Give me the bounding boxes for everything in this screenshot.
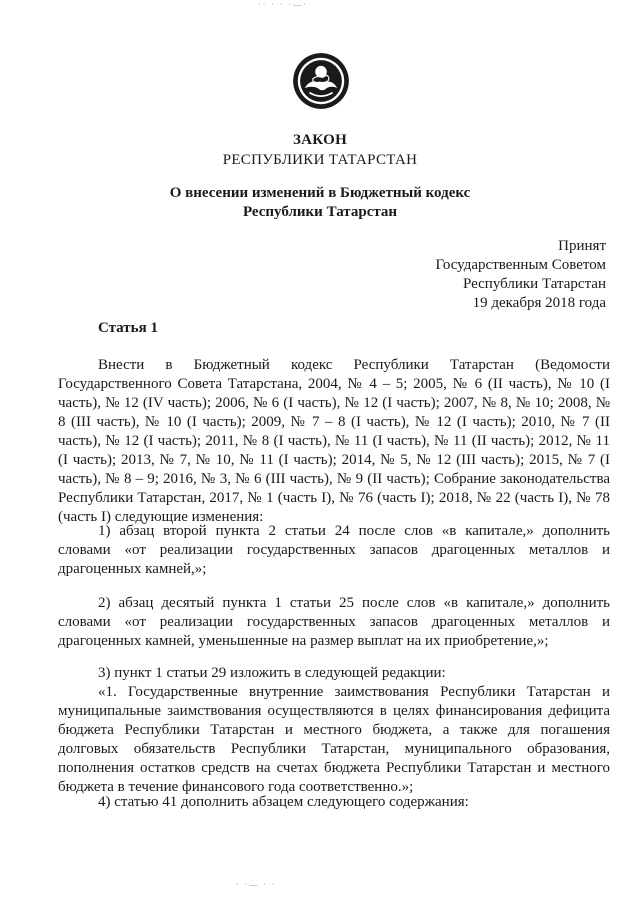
document-title-line1: О внесении изменений в Бюджетный кодекс [169, 185, 471, 201]
amendment-item-3-quote: «1. Государственные внутренние заимствования Республики Татарстан и муниципальные заимствования осуществляются в целях финансирования дефицита бюджета Республики Татарстан и местного бюджета, а также для погашения долговых обязательств Республики Татарстан, муниципального образования, пополнения остатков средств на счетах бюджета Республики Татарстан и местного бюджета в течение финансового года соответственно.»; [58, 684, 610, 795]
amendment-item-1: 1) абзац второй пункта 2 статьи 24 после слов «в капитале,» дополнить словами «от реализации государственных запасов драгоценных металлов и драгоценных камней,»; [58, 523, 610, 577]
adoption-date: 19 декабря 2018 года [472, 295, 606, 311]
adoption-line2: Государственным Советом [435, 257, 606, 273]
amendment-item-2: 2) абзац десятый пункта 1 статьи 25 после слов «в капитале,» дополнить словами «от реализации государственных запасов драгоценных металлов и драгоценных камней, уменьшенные на размер выплат на их приобретение,»; [58, 595, 610, 649]
adoption-line3: Республики Татарстан [462, 276, 606, 292]
document-title [0, 184, 640, 222]
scan-artifact-bottom: · ·— · · [236, 880, 277, 889]
republic-heading: РЕСПУБЛИКИ ТАТАРСТАН [222, 152, 418, 168]
amendment-item-3: 3) пункт 1 статьи 29 изложить в следующей редакции: [98, 665, 446, 681]
adoption-block [436, 237, 607, 313]
tatarstan-emblem-icon [292, 52, 350, 110]
adoption-line1: Принят [558, 238, 606, 254]
amendment-item-4: 4) статью 41 дополнить абзацем следующего содержания: [98, 794, 469, 810]
document-title-line2: Республики Татарстан [242, 204, 398, 220]
article-intro-paragraph: Внести в Бюджетный кодекс Республики Татарстан (Ведомости Государственного Совета Татарстана, 2004, № 4 – 5; 2005, № 6 (II часть), № 10 (I часть), № 12 (IV часть); 2006, № 6 (I часть), № 12 (I часть); 2007, № 8, № 10; 2008, № 8 (III часть), № 10 (I часть); 2009, № 7 – 8 (I часть), № 12 (I часть); 2010, № 7 (II часть), № 12 (I часть); 2011, № 8 (I часть), № 11 (I часть), № 11 (II часть); 2012, № 11 (I часть); 2013, № 7, № 10, № 11 (I часть); 2014, № 5, № 12 (III часть); 2015, № 7 (I часть), № 8 – 9; 2016, № 3, № 6 (III часть), № 9 (II часть); Собрание законодательства Республики Татарстан, 2017, № 1 (часть I), № 76 (часть I); 2018, № 22 (часть I), № 78 (часть I) следующие изменения: [58, 357, 610, 525]
article-heading: Статья 1 [98, 320, 158, 336]
scan-artifact-top: ·· · · ·—· [258, 0, 308, 9]
law-heading: ЗАКОН [292, 132, 348, 148]
